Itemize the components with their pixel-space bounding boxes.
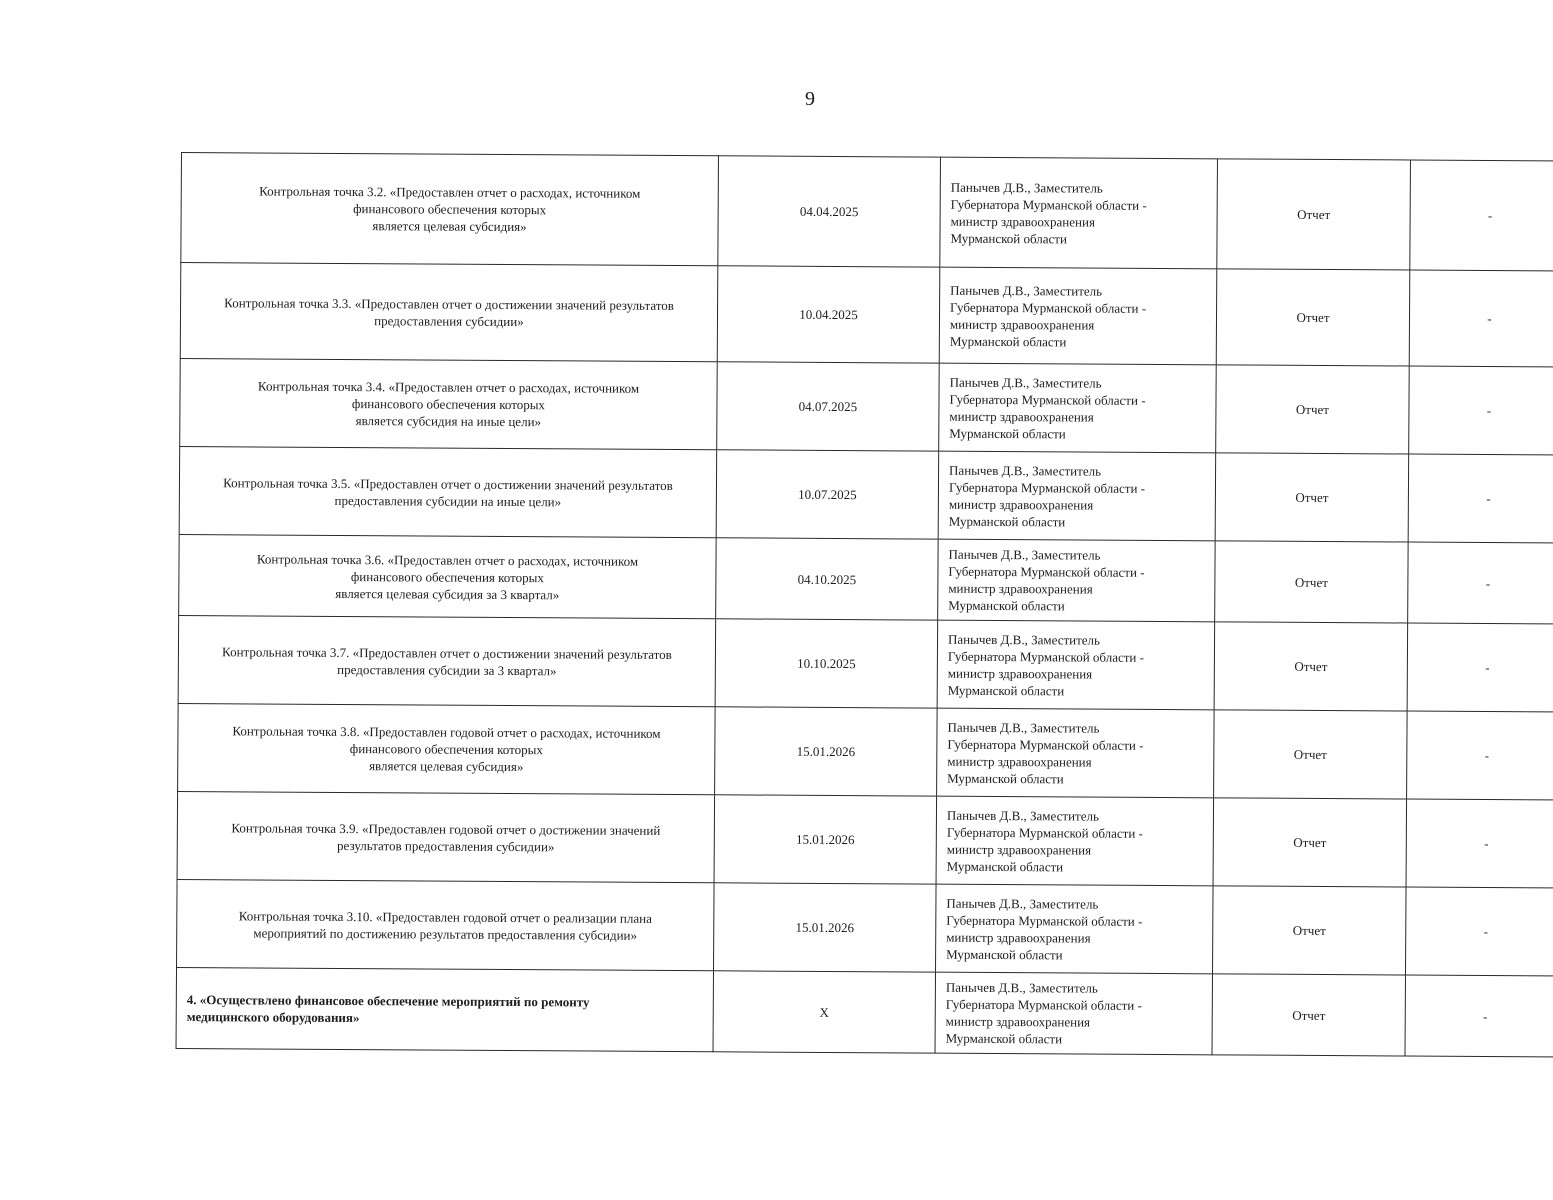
responsible-person: Панычев Д.В., Заместитель Губернатора Мурманской области - министр здравоохранения Мурманской области bbox=[939, 267, 1217, 365]
document-type: Отчет bbox=[1216, 365, 1410, 454]
responsible-person: Панычев Д.В., Заместитель Губернатора Мурманской области - министр здравоохранения Мурманской области bbox=[940, 157, 1218, 269]
extra-value: - bbox=[1410, 160, 1553, 271]
document-type: Отчет bbox=[1212, 974, 1405, 1056]
table-row bbox=[177, 791, 1553, 887]
control-point-name: Контрольная точка 3.8. «Предоставлен годовой отчет о расходах, источником финансового обеспечения которых является целевая субсидия» bbox=[178, 703, 716, 794]
control-points-table bbox=[176, 152, 1553, 1057]
deadline-date: X bbox=[713, 971, 935, 1053]
extra-value: - bbox=[1409, 270, 1553, 367]
control-point-name: Контрольная точка 3.5. «Предоставлен отчет о достижении значений результатов предоставления субсидии на иные цели» bbox=[179, 446, 717, 537]
table-row bbox=[178, 703, 1553, 799]
section-name: 4. «Осуществлено финансовое обеспечение мероприятий по ремонту медицинского оборудования» bbox=[176, 967, 713, 1051]
control-point-name: Контрольная точка 3.10. «Предоставлен годовой отчет о реализации плана мероприятий по достижению результатов предоставления субсидии» bbox=[177, 879, 715, 970]
deadline-date: 04.04.2025 bbox=[718, 156, 941, 267]
extra-value: - bbox=[1408, 542, 1553, 624]
deadline-date: 04.10.2025 bbox=[716, 538, 938, 620]
control-point-name: Контрольная точка 3.6. «Предоставлен отчет о расходах, источником финансового обеспечения которых является целевая субсидия за 3 квартал» bbox=[179, 534, 716, 618]
document-type: Отчет bbox=[1214, 622, 1408, 711]
responsible-person: Панычев Д.В., Заместитель Губернатора Мурманской области - министр здравоохранения Мурманской области bbox=[937, 708, 1215, 798]
document-type: Отчет bbox=[1215, 453, 1409, 542]
responsible-person: Панычев Д.В., Заместитель Губернатора Мурманской области - министр здравоохранения Мурманской области bbox=[935, 972, 1212, 1055]
deadline-date: 15.01.2026 bbox=[714, 883, 937, 972]
extra-value: - bbox=[1408, 454, 1553, 543]
control-point-name: Контрольная точка 3.9. «Предоставлен годовой отчет о достижении значений результатов предоставления субсидии» bbox=[177, 791, 715, 882]
document-type: Отчет bbox=[1214, 710, 1408, 799]
deadline-date: 10.04.2025 bbox=[717, 266, 940, 363]
responsible-person: Панычев Д.В., Заместитель Губернатора Мурманской области - министр здравоохранения Мурманской области bbox=[937, 620, 1215, 710]
document-type: Отчет bbox=[1212, 886, 1406, 975]
document-type: Отчет bbox=[1213, 798, 1407, 887]
document-type: Отчет bbox=[1217, 159, 1411, 270]
control-point-name: Контрольная точка 3.7. «Предоставлен отчет о достижении значений результатов предоставления субсидии за 3 квартал» bbox=[178, 615, 716, 706]
table-row bbox=[178, 615, 1553, 711]
page-number: 9 bbox=[805, 88, 815, 110]
responsible-person: Панычев Д.В., Заместитель Губернатора Мурманской области - министр здравоохранения Мурманской области bbox=[936, 796, 1214, 886]
deadline-date: 04.07.2025 bbox=[717, 362, 940, 451]
deadline-date: 10.10.2025 bbox=[715, 619, 938, 708]
responsible-person: Панычев Д.В., Заместитель Губернатора Мурманской области - министр здравоохранения Мурманской области bbox=[936, 884, 1214, 974]
responsible-person: Панычев Д.В., Заместитель Губернатора Мурманской области - министр здравоохранения Мурманской области bbox=[938, 451, 1216, 541]
control-point-name: Контрольная точка 3.3. «Предоставлен отчет о достижении значений результатов предоставления субсидии» bbox=[180, 263, 718, 362]
extra-value: - bbox=[1407, 623, 1553, 712]
document-type: Отчет bbox=[1216, 269, 1410, 366]
extra-value: - bbox=[1405, 975, 1553, 1057]
table-row bbox=[177, 879, 1553, 975]
table-row bbox=[176, 967, 1553, 1056]
table-row bbox=[181, 153, 1553, 271]
control-point-name: Контрольная точка 3.4. «Предоставлен отчет о расходах, источником финансового обеспечения которых является субсидия на иные цели» bbox=[180, 358, 718, 449]
responsible-person: Панычев Д.В., Заместитель Губернатора Мурманской области - министр здравоохранения Мурманской области bbox=[939, 363, 1217, 453]
control-point-name: Контрольная точка 3.2. «Предоставлен отчет о расходах, источником финансового обеспечения которых является целевая субсидия» bbox=[181, 153, 719, 266]
extra-value: - bbox=[1407, 711, 1553, 800]
deadline-date: 15.01.2026 bbox=[714, 795, 937, 884]
extra-value: - bbox=[1406, 799, 1553, 888]
extra-value: - bbox=[1409, 366, 1553, 455]
table-row bbox=[180, 358, 1553, 454]
responsible-person: Панычев Д.В., Заместитель Губернатора Мурманской области - министр здравоохранения Мурманской области bbox=[938, 539, 1215, 622]
deadline-date: 15.01.2026 bbox=[715, 707, 938, 796]
extra-value: - bbox=[1405, 887, 1553, 976]
document-type: Отчет bbox=[1215, 541, 1408, 623]
table-row bbox=[179, 446, 1553, 542]
table-row bbox=[179, 534, 1553, 623]
deadline-date: 10.07.2025 bbox=[716, 450, 939, 539]
table-row bbox=[180, 263, 1553, 367]
